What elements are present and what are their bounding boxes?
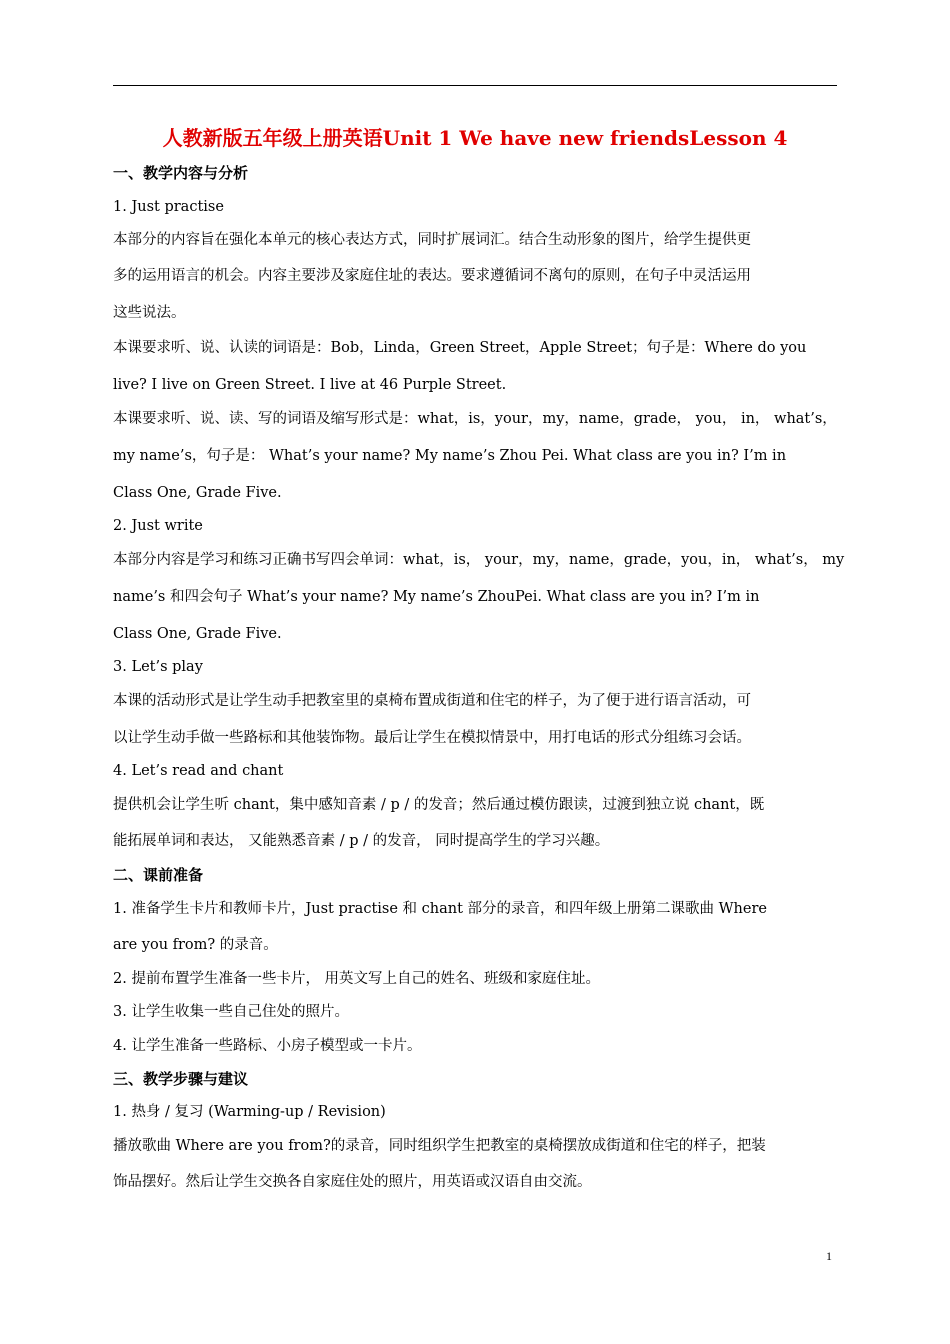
- paragraph-line: live? I live on Green Street. I live at 46 Purple Street.: [113, 377, 507, 393]
- document-title: 人教新版五年级上册英语Unit 1 We have new friendsLesson 4: [162, 126, 788, 150]
- header-rule: [113, 85, 837, 86]
- paragraph-line: 播放歌曲 Where are you from?的录音，同时组织学生把教室的桌椅摆放成街道和住宅的样子，把装: [113, 1138, 766, 1154]
- page-number: 1: [826, 1249, 832, 1263]
- paragraph-line: name’s 和四会句子 What’s your name? My name’s ZhouPei. What class are you in? I’m in: [113, 589, 760, 605]
- paragraph-line: 多的运用语言的机会。内容主要涉及家庭住址的表达。要求遵循词不离句的原则，在句子中灵活运用: [113, 268, 751, 284]
- paragraph-line: 2. 提前布置学生准备一些卡片， 用英文写上自己的姓名、班级和家庭住址。: [113, 971, 601, 987]
- paragraph-line: 1. Just practise: [113, 199, 224, 215]
- section-heading-3: 三、教学步骤与建议: [113, 1070, 249, 1088]
- paragraph-line: 本课要求听、说、认读的词语是：Bob，Linda，Green Street，Apple Street；句子是：Where do you: [113, 340, 807, 356]
- paragraph-line: Class One, Grade Five.: [113, 626, 282, 642]
- paragraph-line: 本课要求听、说、读、写的词语及缩写形式是：what，is，your，my，name，grade， you， in， what’s，: [113, 411, 837, 427]
- paragraph-line: 本部分内容是学习和练习正确书写四会单词：what，is， your，my，name，grade，you，in， what’s， my: [113, 552, 845, 568]
- paragraph-line: Class One, Grade Five.: [113, 485, 282, 501]
- paragraph-line: 4. Let’s read and chant: [113, 763, 284, 779]
- paragraph-line: 这些说法。: [113, 305, 186, 321]
- paragraph-line: my name’s，句子是： What’s your name? My name’s Zhou Pei. What class are you in? I’m in: [113, 448, 787, 464]
- paragraph-line: 1. 准备学生卡片和教师卡片，Just practise 和 chant 部分的录音，和四年级上册第二课歌曲 Where: [113, 901, 767, 917]
- paragraph-line: 提供机会让学生听 chant，集中感知音素 / p / 的发音；然后通过模仿跟读，过渡到独立说 chant，既: [113, 797, 765, 813]
- section-heading-2: 二、课前准备: [113, 866, 204, 884]
- paragraph-line: 饰品摆好。然后让学生交换各自家庭住处的照片，用英语或汉语自由交流。: [113, 1174, 592, 1190]
- paragraph-line: 以让学生动手做一些路标和其他装饰物。最后让学生在模拟情景中，用打电话的形式分组练习会话。: [113, 730, 751, 746]
- paragraph-line: 本部分的内容旨在强化本单元的核心表达方式，同时扩展词汇。结合生动形象的图片，给学生提供更: [113, 232, 751, 248]
- paragraph-line: 4. 让学生准备一些路标、小房子模型或一卡片。: [113, 1038, 422, 1054]
- paragraph-line: 1. 热身 / 复习 (Warming-up / Revision): [113, 1104, 386, 1120]
- section-heading-1: 一、教学内容与分析: [113, 164, 249, 182]
- paragraph-line: 3. Let’s play: [113, 659, 203, 675]
- paragraph-line: 3. 让学生收集一些自己住处的照片。: [113, 1004, 349, 1020]
- paragraph-line: 本课的活动形式是让学生动手把教室里的桌椅布置成街道和住宅的样子，为了便于进行语言活动，可: [113, 693, 751, 709]
- paragraph-line: are you from? 的录音。: [113, 937, 278, 953]
- paragraph-line: 2. Just write: [113, 518, 203, 534]
- paragraph-line: 能拓展单词和表达， 又能熟悉音素 / p / 的发音， 同时提高学生的学习兴趣。: [113, 833, 610, 849]
